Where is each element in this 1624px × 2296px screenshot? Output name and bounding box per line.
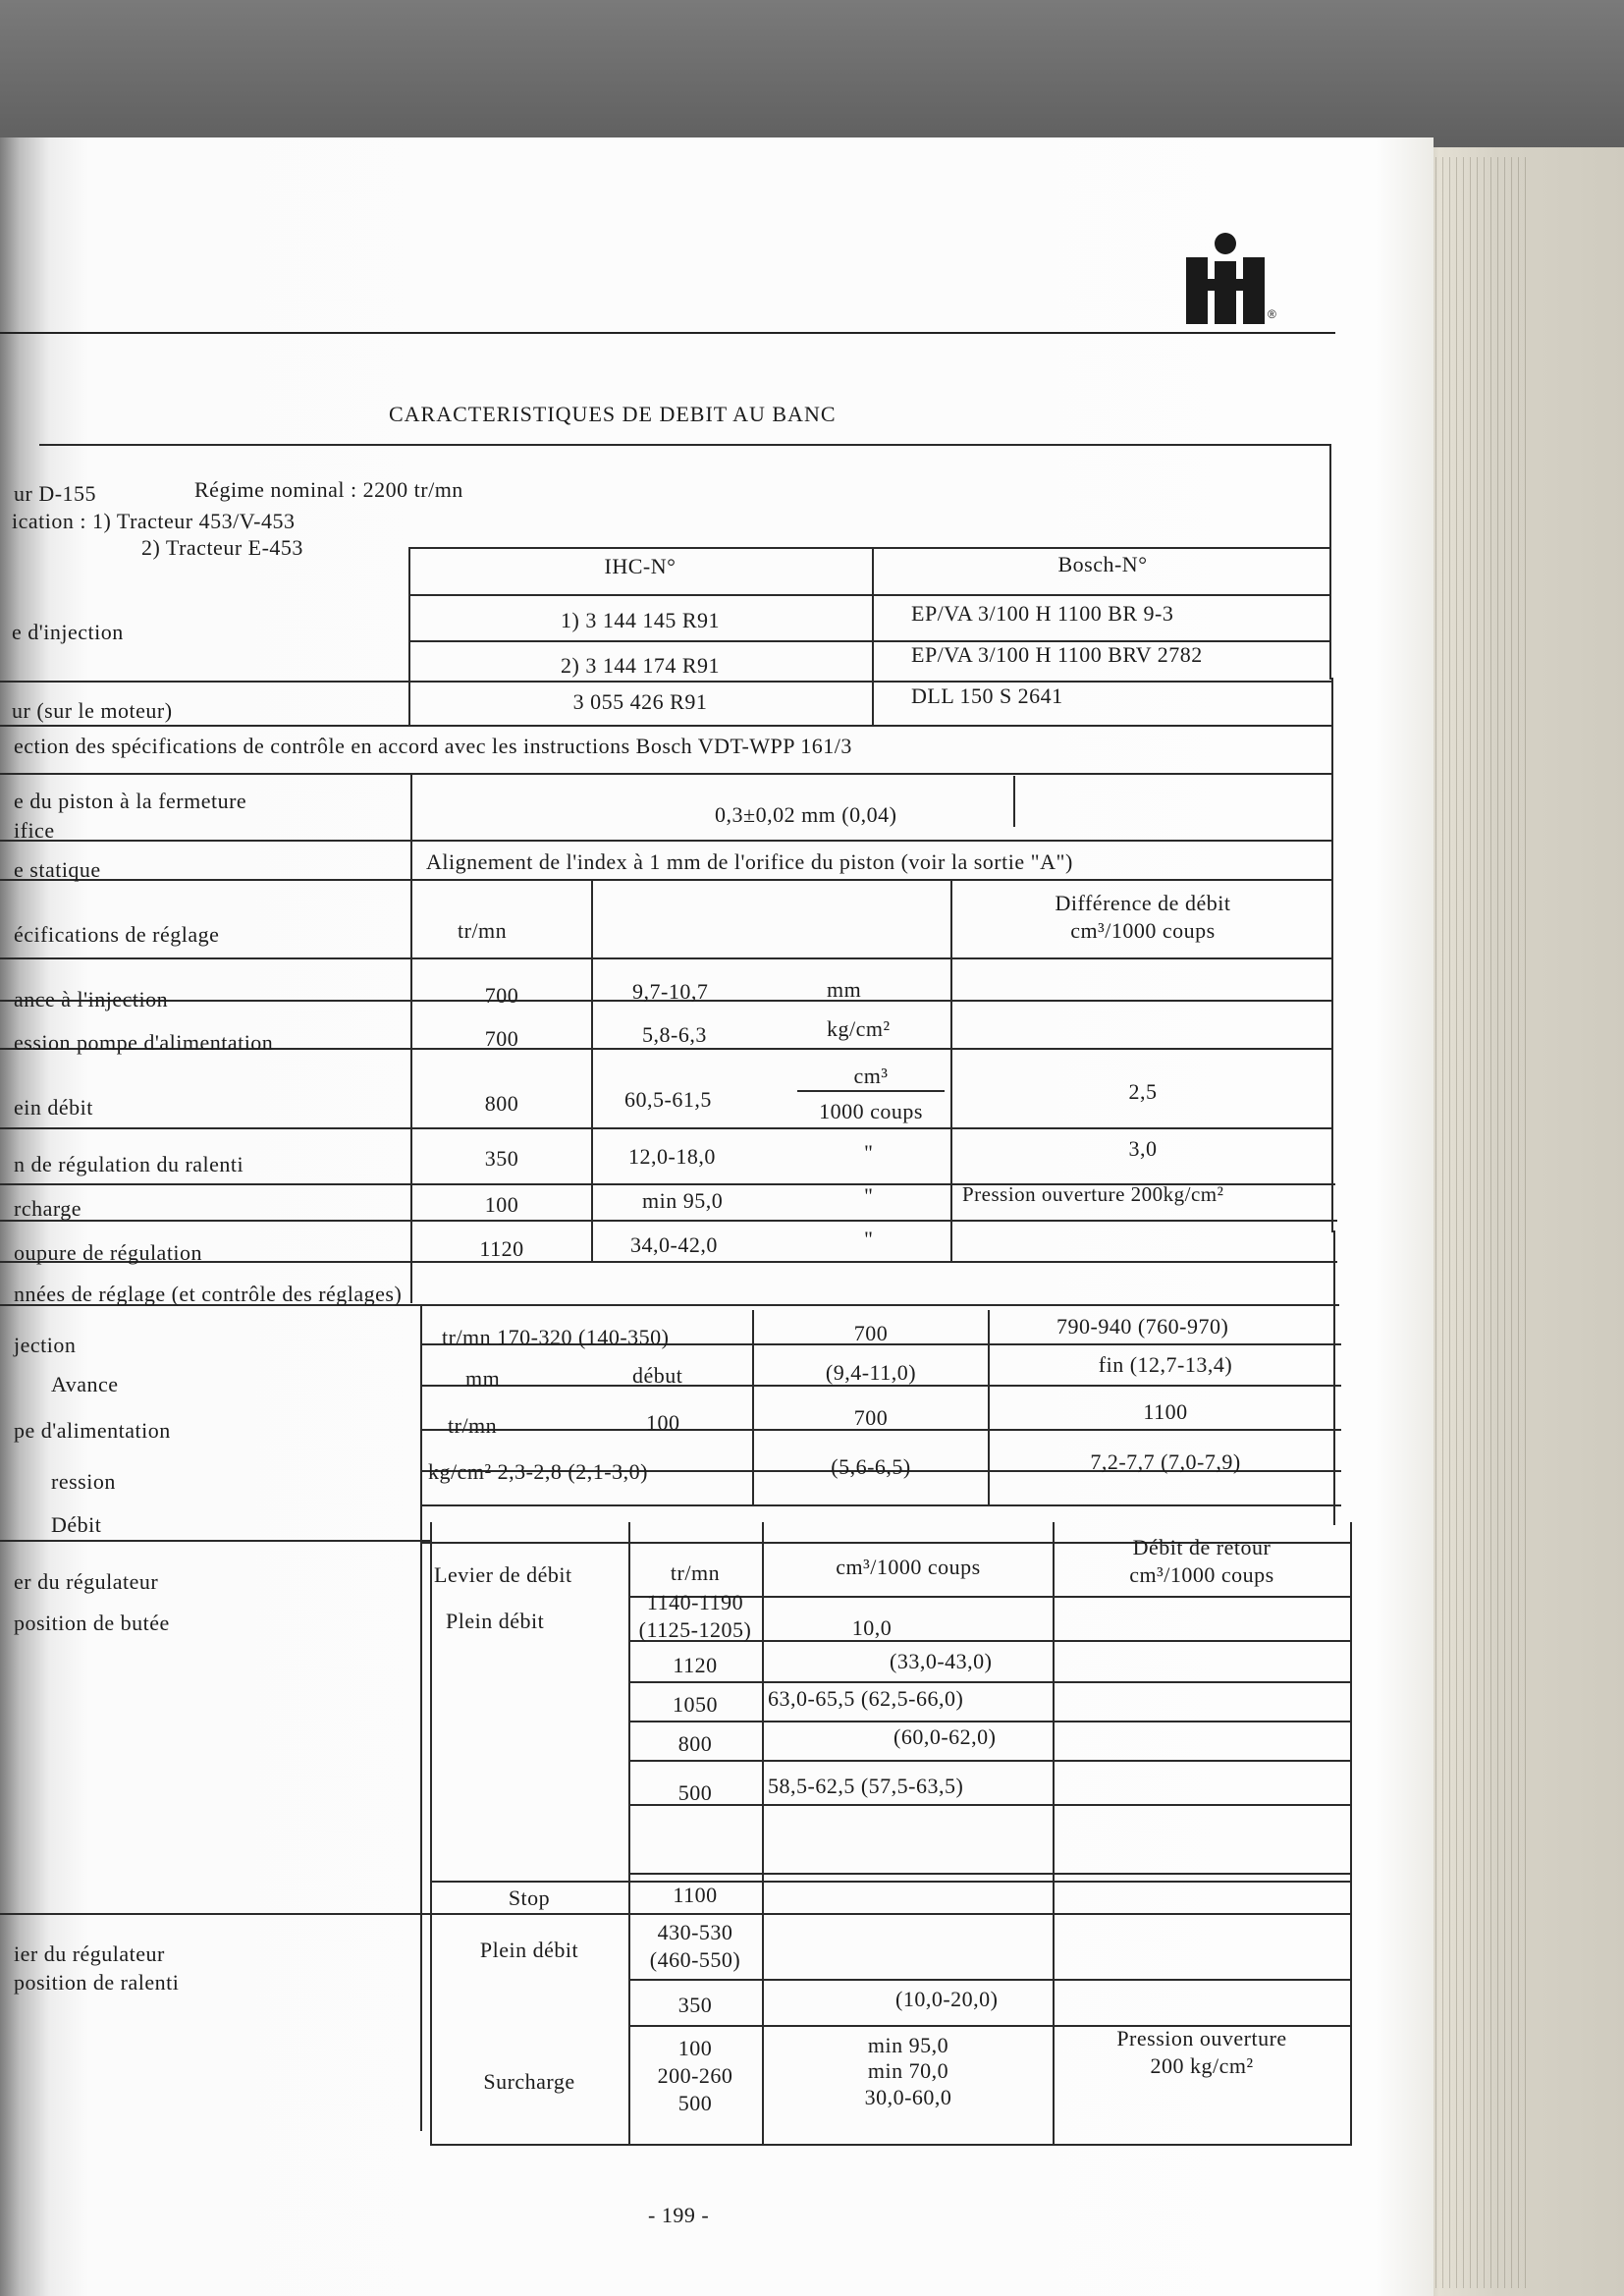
governor-idle-flow: (10,0-20,0): [895, 1987, 999, 2011]
grid-line: [0, 1913, 1350, 1915]
setting-row-value: 9,7-10,7: [632, 979, 709, 1004]
governor-row-rpm: 1140-1190: [646, 1590, 744, 1614]
grid-line: [408, 547, 1331, 549]
injector-label: ur (sur le moteur): [12, 698, 173, 723]
piston-value: 0,3±0,02 mm (0,04): [715, 802, 897, 827]
governor-row-rpm: 800: [677, 1731, 713, 1756]
engine-label: ur D-155: [14, 481, 97, 506]
adjust-injection-c2: 700: [853, 1321, 889, 1345]
pump-bosch-2: EP/VA 3/100 H 1100 BRV 2782: [911, 642, 1203, 667]
grid-line: [1013, 776, 1015, 827]
document-page: [0, 137, 1434, 2296]
static-label: e statique: [14, 857, 101, 882]
adjust-debit-label: Débit: [51, 1512, 102, 1537]
governor-row-rpm: 1120: [673, 1653, 718, 1677]
grid-line: [628, 1721, 1350, 1722]
governor-stop-rpm: 1100: [673, 1883, 718, 1907]
adjust-advance-c2: (9,4-11,0): [825, 1360, 917, 1385]
setting-row-unit: ": [864, 1227, 874, 1251]
adjust-pressure-c2: (5,6-6,5): [831, 1454, 911, 1479]
setting-row-unit: cm³: [853, 1064, 889, 1088]
setting-row-label: oupure de régulation: [14, 1240, 203, 1265]
setting-row-value: 12,0-18,0: [628, 1144, 716, 1169]
governor-surcharge-return-1: Pression ouverture: [1116, 2026, 1287, 2050]
setting-row-diff: 2,5: [1128, 1079, 1158, 1104]
grid-line: [430, 1881, 1350, 1883]
grid-line: [430, 1522, 432, 2146]
grid-line: [0, 725, 1331, 727]
adjust-injection-label: jection: [14, 1333, 77, 1357]
adjust-label: nnées de réglage (et contrôle des réglages): [14, 1282, 403, 1306]
injector-ihc: 3 055 426 R91: [572, 689, 708, 714]
setting-row-unit: mm: [827, 977, 862, 1002]
governor-row-flow: (33,0-43,0): [890, 1649, 993, 1673]
pump-ihc-1: 1) 3 144 145 R91: [561, 608, 720, 632]
rated-speed: Régime nominal : 2200 tr/mn: [194, 477, 463, 502]
setting-row-label: ance à l'injection: [14, 987, 169, 1011]
col-ihc-header: IHC-N°: [604, 554, 677, 578]
setting-row-value: min 95,0: [642, 1188, 724, 1213]
settings-col-diff-1: Différence de débit: [1055, 891, 1231, 915]
adjust-pressure-label: ression: [51, 1469, 116, 1494]
setting-row-diff: Pression ouverture 200kg/cm²: [962, 1182, 1224, 1206]
governor-col-return-1: Débit de retour: [1132, 1535, 1272, 1559]
pump-label: e d'injection: [12, 620, 124, 644]
setting-row-rpm: 1120: [479, 1236, 524, 1261]
adjust-pressure-c1: kg/cm² 2,3-2,8 (2,1-3,0): [428, 1459, 648, 1484]
setting-row-rpm: 350: [484, 1146, 519, 1171]
governor-row-flow: 58,5-62,5 (57,5-63,5): [768, 1774, 964, 1798]
governor-col-lever: Levier de débit: [434, 1562, 572, 1587]
governor-col-rpm: tr/mn: [670, 1560, 721, 1585]
page-title: CARACTERISTIQUES DE DEBIT AU BANC: [389, 402, 837, 426]
grid-line: [628, 1760, 1350, 1762]
governor-surcharge-flow: min 70,0: [867, 2058, 949, 2083]
governor-stop-lever: Stop: [508, 1886, 551, 1910]
pump-ihc-2: 2) 3 144 174 R91: [561, 653, 720, 678]
table-border-right: [1350, 1522, 1352, 2146]
grid-line: [628, 1873, 1350, 1875]
governor-idle-rpm-range: (460-550): [649, 1947, 741, 1972]
governor-surcharge-rpm: 500: [677, 2091, 713, 2115]
governor-idle-label-1: ier du régulateur: [14, 1941, 165, 1966]
static-value: Alignement de l'index à 1 mm de l'orifice du piston (voir la sortie "A"): [426, 849, 1073, 874]
governor-row-flow: 63,0-65,5 (62,5-66,0): [768, 1686, 964, 1711]
grid-line: [1053, 1522, 1055, 2146]
setting-row-unit: ": [864, 1183, 874, 1208]
registered-mark: ®: [1268, 307, 1276, 321]
setting-row-value: 5,8-6,3: [642, 1022, 707, 1047]
application-1: ication : 1) Tracteur 453/V-453: [12, 509, 296, 533]
adjust-advance-c1b: début: [632, 1363, 683, 1388]
setting-row-rpm: 700: [484, 1026, 519, 1051]
governor-row-rpm: 500: [677, 1780, 713, 1805]
governor-idle-rpm: 430-530: [657, 1920, 733, 1944]
grid-line: [0, 840, 1333, 842]
pump-bosch-1: EP/VA 3/100 H 1100 BR 9-3: [911, 601, 1174, 626]
header-rule: [0, 332, 1335, 334]
spec-reference: ection des spécifications de contrôle en accord avec les instructions Bosch VDT-WPP 161/3: [14, 734, 852, 758]
setting-row-diff: 3,0: [1128, 1136, 1158, 1161]
setting-row-unit: ": [864, 1140, 874, 1165]
injector-bosch: DLL 150 S 2641: [911, 683, 1063, 708]
setting-row-value: 34,0-42,0: [630, 1232, 718, 1257]
grid-line: [591, 879, 593, 1262]
governor-row-flow: 10,0: [851, 1615, 893, 1640]
grid-line: [0, 773, 1331, 775]
piston-label-2: ifice: [14, 818, 55, 843]
setting-row-unit: kg/cm²: [827, 1016, 891, 1041]
setting-row-label: ession pompe d'alimentation: [14, 1030, 274, 1055]
adjust-advance-c1a: mm: [465, 1366, 501, 1391]
adjust-feedpump-c2: 700: [853, 1405, 889, 1430]
setting-row-rpm: 100: [484, 1192, 519, 1217]
adjust-advance-c3: fin (12,7-13,4): [1098, 1352, 1233, 1377]
governor-surcharge: Surcharge: [483, 2069, 575, 2094]
piston-label-1: e du piston à la fermeture: [14, 789, 247, 813]
grid-line: [420, 1385, 1341, 1387]
governor-stop-label-1: er du régulateur: [14, 1569, 159, 1594]
settings-label: écifications de réglage: [14, 922, 220, 947]
adjust-injection-c1: tr/mn 170-320 (140-350): [442, 1325, 670, 1349]
adjust-pressure-c3: 7,2-7,7 (7,0-7,9): [1090, 1449, 1241, 1474]
grid-line: [0, 957, 1333, 959]
governor-row-rpm: 1050: [673, 1692, 718, 1717]
setting-row-label: ein débit: [14, 1095, 93, 1120]
grid-line: [0, 1220, 1337, 1222]
grid-line: [0, 1540, 430, 1542]
grid-line: [408, 594, 1331, 596]
settings-col-rpm: tr/mn: [458, 918, 508, 943]
governor-surcharge-rpm: 100: [677, 2036, 713, 2060]
table-border-top: [39, 444, 1331, 446]
governor-row-rpm-range: (1125-1205): [638, 1617, 752, 1642]
governor-surcharge-return-2: 200 kg/cm²: [1150, 2053, 1254, 2078]
adjust-feedpump-c1b: 100: [646, 1410, 680, 1435]
adjust-advance-label: Avance: [51, 1372, 119, 1396]
grid-line: [0, 879, 1333, 881]
setting-row-value: 60,5-61,5: [624, 1087, 712, 1112]
application-2: 2) Tracteur E-453: [141, 535, 303, 560]
grid-line: [628, 1979, 1350, 1981]
page-number: - 199 -: [648, 2203, 710, 2227]
adjust-feedpump-c3: 1100: [1143, 1399, 1188, 1424]
governor-row-flow: (60,0-62,0): [893, 1724, 997, 1749]
fraction-bar: [797, 1090, 945, 1092]
grid-line: [420, 1504, 1341, 1506]
adjust-injection-c3: 790-940 (760-970): [1056, 1314, 1229, 1339]
ih-logo-icon: [1186, 232, 1265, 324]
governor-surcharge-flow: min 95,0: [867, 2033, 949, 2057]
table-border-bottom: [430, 2144, 1352, 2146]
governor-col-flow: cm³/1000 coups: [836, 1555, 981, 1579]
col-bosch-header: Bosch-N°: [1057, 552, 1148, 576]
adjust-feedpump-label: pe d'alimentation: [14, 1418, 171, 1443]
table-border-right: [1333, 1230, 1335, 1525]
governor-stop-label-2: position de butée: [14, 1611, 170, 1635]
setting-row-unit-denominator: 1000 coups: [819, 1099, 923, 1123]
grid-line: [0, 681, 1331, 683]
setting-row-label: rcharge: [14, 1196, 82, 1221]
governor-surcharge-rpm: 200-260: [657, 2063, 733, 2088]
governor-idle-plein-debit: Plein débit: [479, 1938, 579, 1962]
governor-plein-debit: Plein débit: [446, 1609, 545, 1633]
setting-row-label: n de régulation du ralenti: [14, 1152, 244, 1176]
grid-line: [0, 1127, 1333, 1129]
setting-row-rpm: 800: [484, 1091, 519, 1116]
setting-row-rpm: 700: [484, 983, 519, 1008]
grid-line: [628, 1681, 1350, 1683]
governor-surcharge-flow: 30,0-60,0: [864, 2085, 952, 2109]
governor-col-return-2: cm³/1000 coups: [1129, 1562, 1274, 1587]
settings-col-diff-2: cm³/1000 coups: [1070, 918, 1216, 943]
governor-idle-rpm: 350: [677, 1993, 713, 2017]
adjust-feedpump-c1a: tr/mn: [448, 1413, 498, 1438]
page-stack-lines: [1422, 157, 1530, 2288]
governor-idle-label-2: position de ralenti: [14, 1970, 180, 1995]
